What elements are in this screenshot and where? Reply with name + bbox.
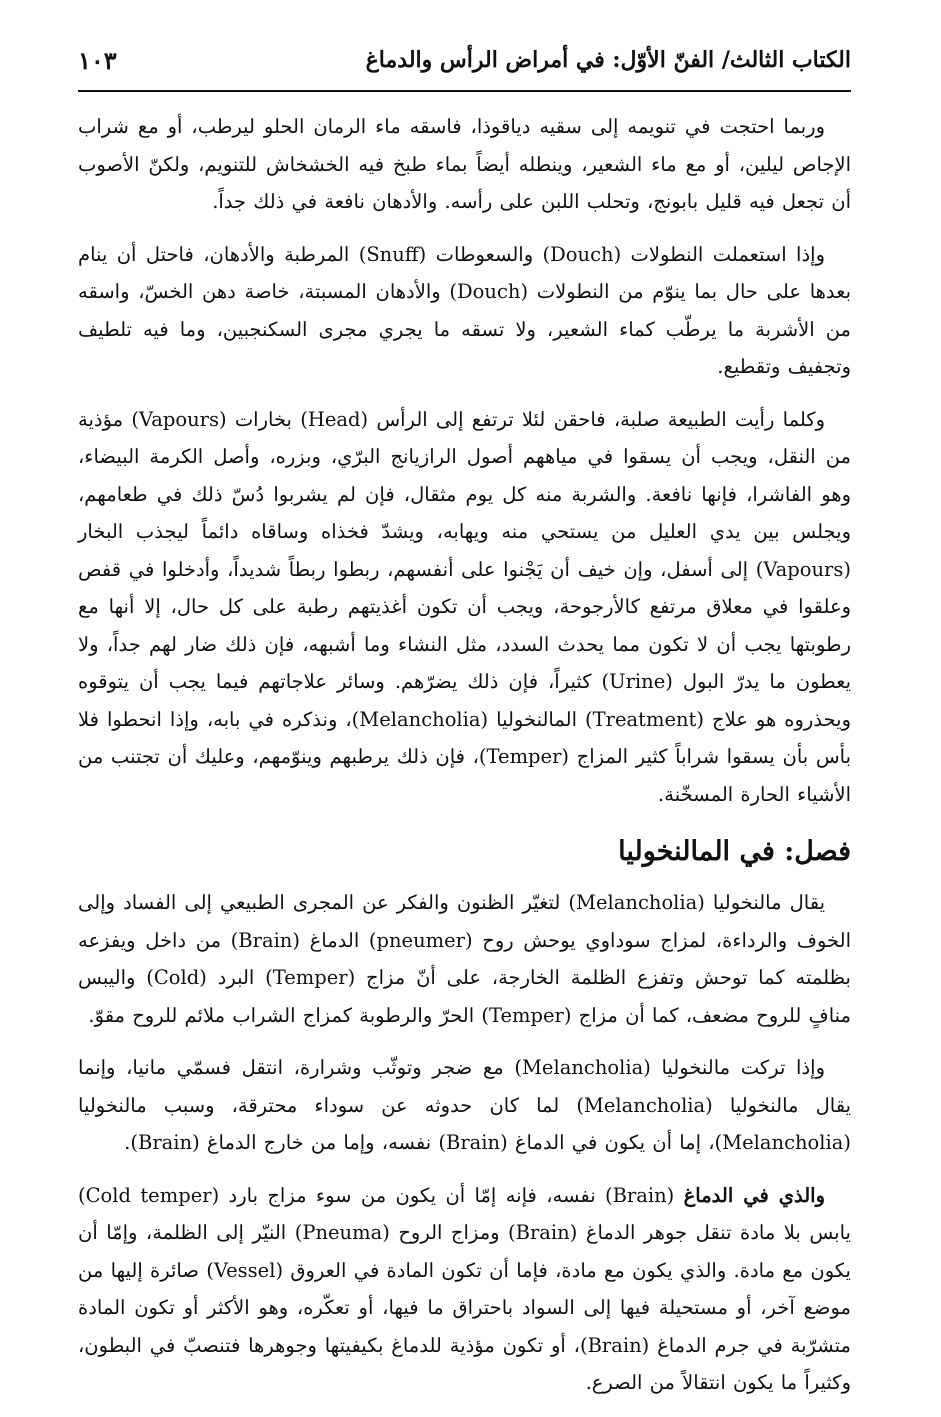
chapter-heading: الكتاب الثالث/ الفنّ الأوّل: في أمراض الرأس والدماغ [365, 47, 851, 73]
section-title: فصل: في المالنخوليا [618, 836, 851, 867]
paragraph: وربما احتجت في تنويمه إلى سقيه دياقوذا، فاسقه ماء الرمان الحلو ليرطب، أو مع شراب الإجاص ليلين، أو مع ماء الشعير، وينطله أيضاً بماء طبخ فيه الخشخاش للتنويم، ولكنّ الأصوب أن تجعل فيه قليل بابونج، وتحلب اللبن على رأسه. والأدهان نافعة في ذلك جداً. [78, 115, 851, 213]
paragraph-text: (Brain) نفسه، فإنه إمّا أن يكون من سوء مزاج بارد (Cold temper) يابس بلا مادة تنقل جوهر الدماغ (Brain) ومزاج الروح (Pneuma) النيّر إلى الظلمة، وإمّا أن يكون مع مادة. والذي يكون مع مادة، فإما أن تكون المادة في العروق (Vessel) صائرة إليها من موضع آخر، أو مستحيلة فيها إلى السواد باحتراق ما فيها، أو تعكّره، وهو الأكثر أو تكون المادة متشرّبة في جرم الدماغ (Brain)، أو تكون مؤذية للدماغ بكيفيتها وجوهرها فتنصبّ في البطون، وكثيراً ما يكون انتقالاً من الصرع. [78, 1183, 851, 1394]
paragraph-lead-phrase: والذي في الدماغ [683, 1183, 825, 1207]
paragraph: وكلما رأيت الطبيعة صلبة، فاحقن لئلا ترتفع إلى الرأس (Head) بخارات (Vapours) مؤذية من النقل، ويجب أن يسقوا في مياههم أصول الرازيانج البرّي، وبزره، وأصل الكرمة البيضاء، وهو الفاشرا، فإنها نافعة. والشربة منه كل يوم مثقال، فإن لم يشربوا دُسّ ذلك في طعامهم، ويجلس بين يدي العليل من يستحي منه ويهابه، ويشدّ فخذاه وساقاه دائماً ليجذب البخار (Vapours) إلى أسفل، وإن خيف أن يَجْنوا على أنفسهم، ربطوا ربطاً شديداً، وأدخلوا في قفص وعلقوا في معلاق مرتفع كالأرجوحة، ويجب أن تكون أغذيتهم رطبة على كل حال، إلا أنها مع رطوبتها يجب أن لا تكون مما يحدث السدد، مثل النشاء وما أشبهه، فإن ذلك ضار لهم جداً، ولا يعطون ما يدرّ البول (Urine) كثيراً، فإن ذلك يضرّهم. وسائر علاجاتهم فيما يجب أن يتوقوه ويحذروه هو علاج (Treatment) المالنخوليا (Melancholia)، ونذكره في بابه، وإذا انحطوا فلا بأس بأن يسقوا شراباً كثير المزاج (Temper)، فإن ذلك يرطبهم وينوّمهم، وعليك أن تجتنب من الأشياء الحارة المسخّنة. [78, 407, 851, 806]
paragraph [78, 1177, 851, 1402]
page-number: ١٠٣ [78, 45, 117, 75]
paragraph: يقال مالنخوليا (Melancholia) لتغيّر الظنون والفكر عن المجرى الطبيعي إلى الفساد وإلى الخوف والرداءة، لمزاج سوداوي يوحش روح (pneumer) الدماغ (Brain) من داخل ويفزعه بظلمته كما توحش وتفزع الظلمة الخارجة، على أنّ مزاج (Temper) البرد (Cold) واليبس منافٍ للروح مضعف، كما أن مزاج (Temper) الحرّ والرطوبة كمزاج الشراب ملائم للروح مقوّ. [78, 891, 852, 1027]
running-header [78, 30, 851, 92]
page-body [78, 108, 851, 1417]
paragraph: وإذا تركت مالنخوليا (Melancholia) مع ضجر وتوثّب وشرارة، انتقل فسمّي مانيا، وإنما يقال مالنخوليا (Melancholia) لما كان حدوثه عن سوداء محترقة، وسبب مالنخوليا (Melancholia)، إما أن يكون في الدماغ (Brain) نفسه، وإما من خارج الدماغ (Brain). [78, 1056, 851, 1154]
paragraph: وإذا استعملت النطولات (Douch) والسعوطات (Snuff) المرطبة والأدهان، فاحتل أن ينام بعدها على حال بما ينوّم من النطولات (Douch) والأدهان المسبتة، خاصة دهن الخسّ، واسقه من الأشربة ما يرطّب كماء الشعير، ولا تسقه ما يجري مجرى السكنجبين، وما فيه تلطيف وتجفيف وتقطيع. [78, 242, 851, 378]
